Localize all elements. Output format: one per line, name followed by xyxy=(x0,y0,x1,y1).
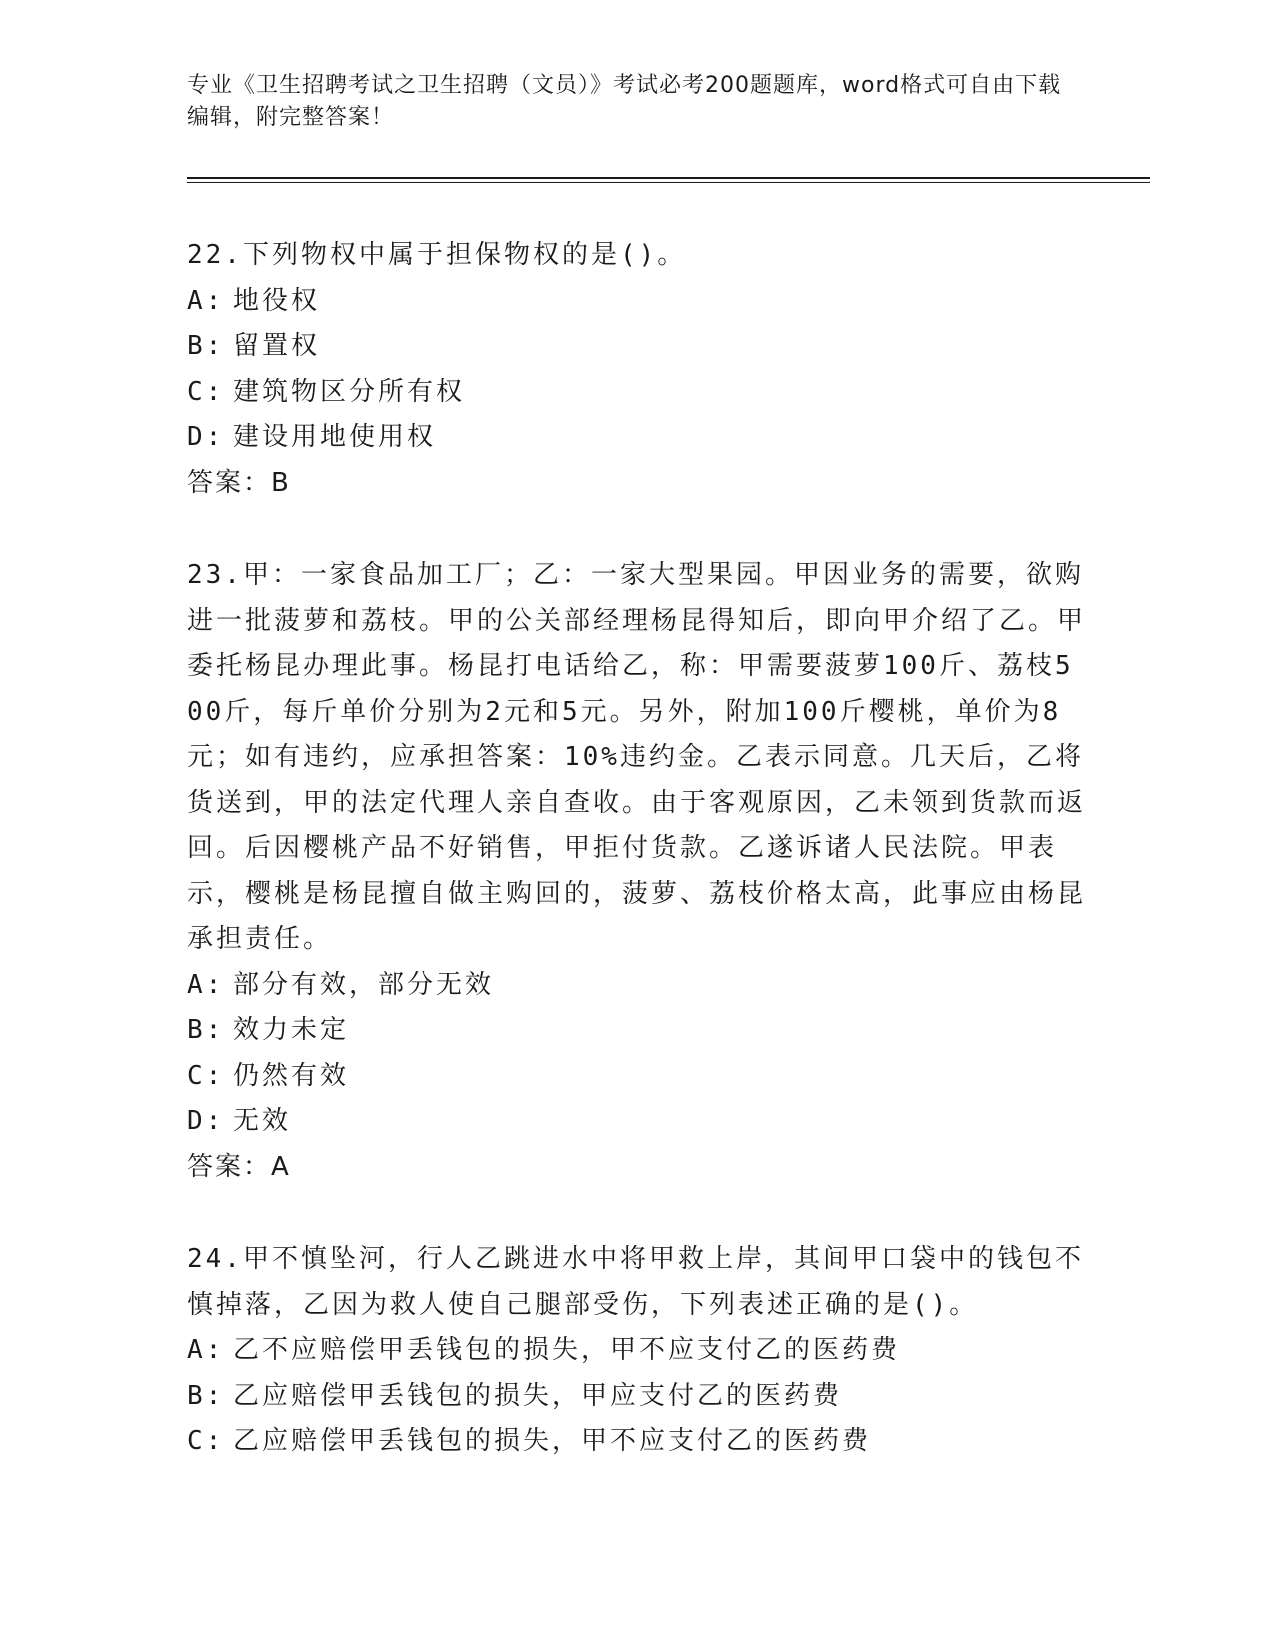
question-stem: 23.甲：一家食品加工厂；乙：一家大型果园。甲因业务的需要，欲购进一批菠萝和荔枝。甲的公关部经理杨昆得知后，即向甲介绍了乙。甲委托杨昆办理此事。杨昆打电话给乙，称：甲需要菠萝100斤、荔枝500斤，每斤单价分别为2元和5元。另外，附加100斤樱桃，单价为8元；如有违约，应承担答案：10%违约金。乙表示同意。几天后，乙将货送到，甲的法定代理人亲自查收。由于客观原因，乙未领到货款而返回。后因樱桃产品不好销售，甲拒付货款。乙遂诉诸人民法院。甲表示，樱桃是杨昆擅自做主购回的，菠萝、荔枝价格太高，此事应由杨昆承担责任。 xyxy=(187,560,1087,954)
option-b xyxy=(187,1374,1087,1420)
option-key: A: xyxy=(187,969,225,1000)
option-key: C: xyxy=(187,1426,225,1456)
question-24 xyxy=(187,1237,1087,1465)
option-b xyxy=(187,324,1087,370)
option-text: 效力未定 xyxy=(233,1015,350,1045)
header-divider-thin xyxy=(187,182,1150,183)
option-text: 乙不应赔偿甲丢钱包的损失，甲不应支付乙的医药费 xyxy=(233,1335,901,1365)
question-22 xyxy=(187,233,1087,506)
option-key: B: xyxy=(187,1015,225,1045)
option-text: 乙应赔偿甲丢钱包的损失，甲不应支付乙的医药费 xyxy=(233,1426,872,1456)
question-23 xyxy=(187,553,1087,1190)
option-a xyxy=(187,1328,1087,1374)
option-text: 仍然有效 xyxy=(233,1060,350,1091)
option-text: 部分有效，部分无效 xyxy=(233,969,495,1000)
option-key: C: xyxy=(187,1060,225,1091)
option-key: B: xyxy=(187,1380,225,1411)
header-divider-thick xyxy=(187,177,1150,179)
option-text: 留置权 xyxy=(233,331,321,361)
option-c xyxy=(187,1419,1087,1465)
option-key: A: xyxy=(187,1335,225,1365)
option-c xyxy=(187,1054,1087,1100)
question-list xyxy=(187,233,1087,1512)
option-text: 地役权 xyxy=(233,285,321,316)
option-key: D: xyxy=(187,1106,225,1136)
option-key: A: xyxy=(187,285,225,316)
option-b xyxy=(187,1008,1087,1054)
option-d xyxy=(187,1099,1087,1145)
question-stem: 24.甲不慎坠河，行人乙跳进水中将甲救上岸，其间甲口袋中的钱包不慎掉落，乙因为救人使自己腿部受伤，下列表述正确的是()。 xyxy=(187,1244,1084,1320)
option-c xyxy=(187,370,1087,416)
option-key: D: xyxy=(187,422,225,452)
option-key: C: xyxy=(187,376,225,407)
option-a xyxy=(187,279,1087,325)
option-text: 乙应赔偿甲丢钱包的损失，甲应支付乙的医药费 xyxy=(233,1380,843,1411)
option-key: B: xyxy=(187,331,225,361)
document-header: 专业《卫生招聘考试之卫生招聘（文员）》考试必考200题题库，word格式可自由下载编辑，附完整答案！ xyxy=(187,73,1062,130)
option-d xyxy=(187,415,1087,461)
answer-line: 答案：A xyxy=(187,1151,291,1182)
answer-line: 答案：B xyxy=(187,467,291,498)
question-stem: 22.下列物权中属于担保物权的是()。 xyxy=(187,240,687,270)
option-text: 无效 xyxy=(233,1106,292,1136)
option-text: 建设用地使用权 xyxy=(233,422,437,452)
option-text: 建筑物区分所有权 xyxy=(233,376,466,407)
option-a xyxy=(187,963,1087,1009)
